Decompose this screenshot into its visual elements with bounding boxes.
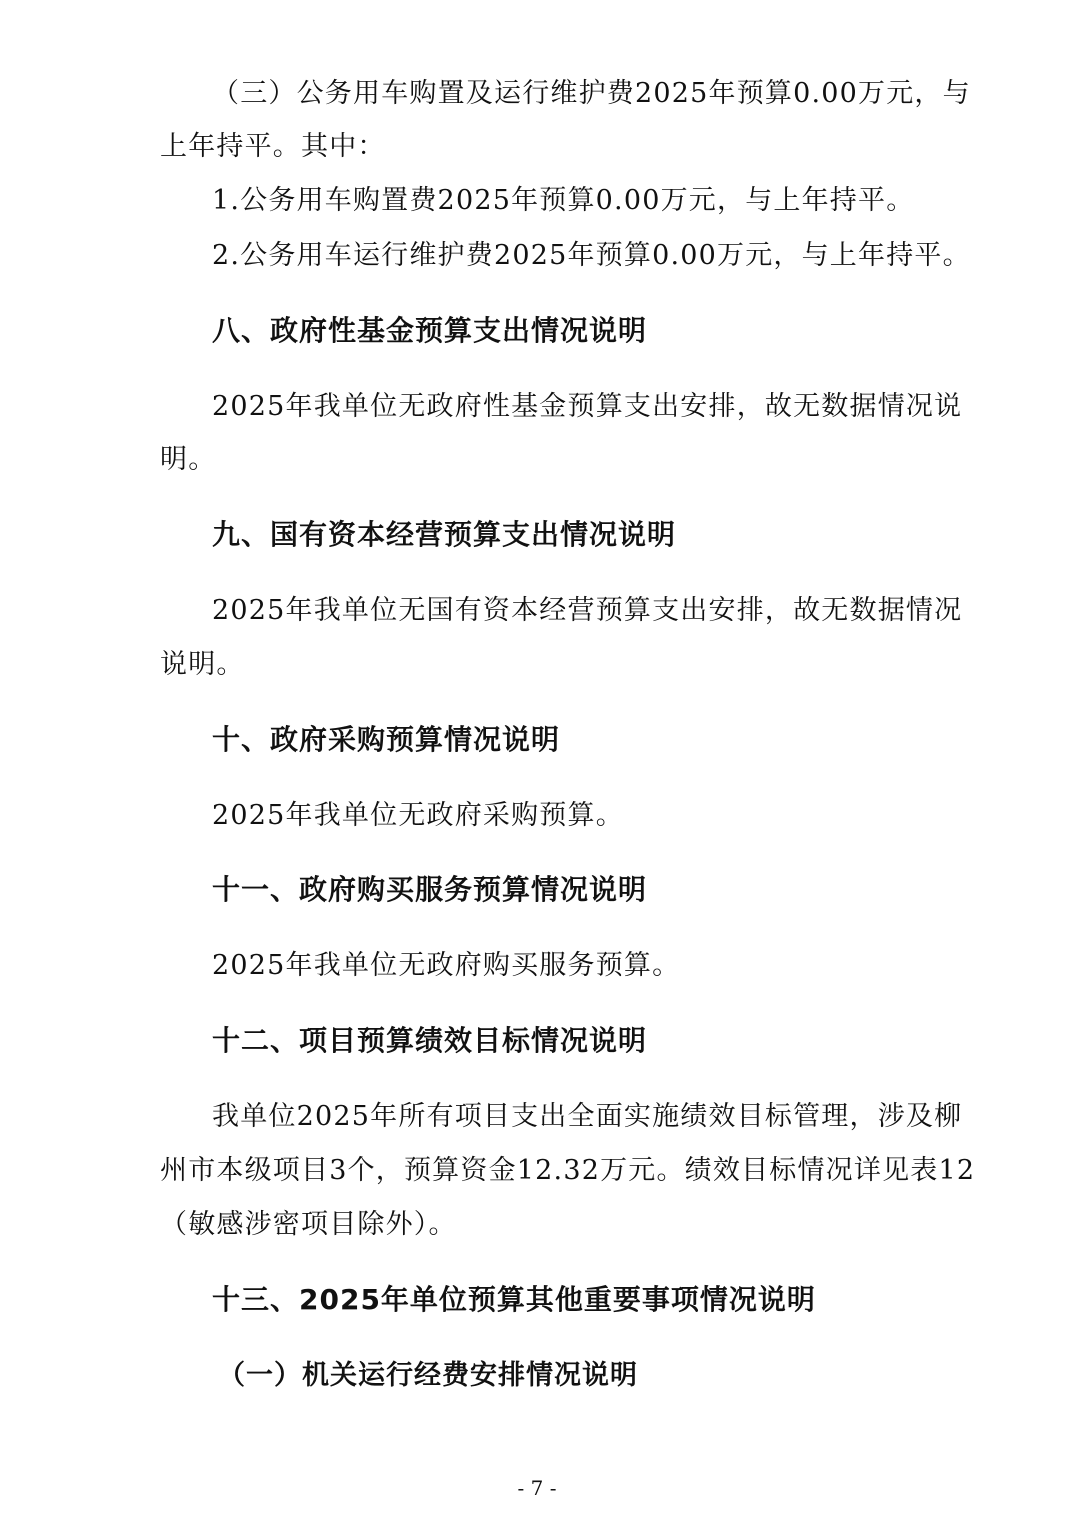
paragraph-vehicle-maintenance: 2.公务用车运行维护费2025年预算0.00万元，与上年持平。 — [212, 240, 971, 271]
paragraph-vehicle-purchase: 1.公务用车购置费2025年预算0.00万元，与上年持平。 — [212, 185, 915, 216]
paragraph-vehicle-fees-line-2: 上年持平。其中： — [160, 131, 386, 162]
paragraph-performance-line-2: 州市本级项目3个，预算资金12.32万元。绩效目标情况详见表12 — [160, 1155, 976, 1186]
paragraph-gov-procurement: 2025年我单位无政府采购预算。 — [212, 800, 624, 831]
section-heading-10: 十、政府采购预算情况说明 — [212, 723, 561, 756]
page-number: - 7 - — [517, 1476, 557, 1500]
paragraph-vehicle-fees-line-1: （三）公务用车购置及运行维护费2025年预算0.00万元，与 — [212, 78, 971, 109]
paragraph-performance-line-3: （敏感涉密项目除外）。 — [160, 1209, 457, 1240]
section-heading-12: 十二、项目预算绩效目标情况说明 — [212, 1024, 648, 1057]
section-heading-8: 八、政府性基金预算支出情况说明 — [212, 314, 648, 347]
paragraph-performance-line-1: 我单位2025年所有项目支出全面实施绩效目标管理，涉及柳 — [212, 1101, 963, 1132]
section-heading-13: 十三、2025年单位预算其他重要事项情况说明 — [212, 1283, 816, 1316]
paragraph-gov-services: 2025年我单位无政府购买服务预算。 — [212, 950, 681, 981]
section-heading-9: 九、国有资本经营预算支出情况说明 — [212, 518, 677, 551]
paragraph-state-capital-line-1: 2025年我单位无国有资本经营预算支出安排，故无数据情况 — [212, 595, 963, 626]
paragraph-gov-fund-line-1: 2025年我单位无政府性基金预算支出安排，故无数据情况说 — [212, 391, 963, 422]
paragraph-gov-fund-line-2: 明。 — [160, 444, 217, 475]
paragraph-state-capital-line-2: 说明。 — [160, 649, 245, 680]
subsection-heading-13-1: （一）机关运行经费安排情况说明 — [218, 1360, 638, 1391]
section-heading-11: 十一、政府购买服务预算情况说明 — [212, 873, 648, 906]
